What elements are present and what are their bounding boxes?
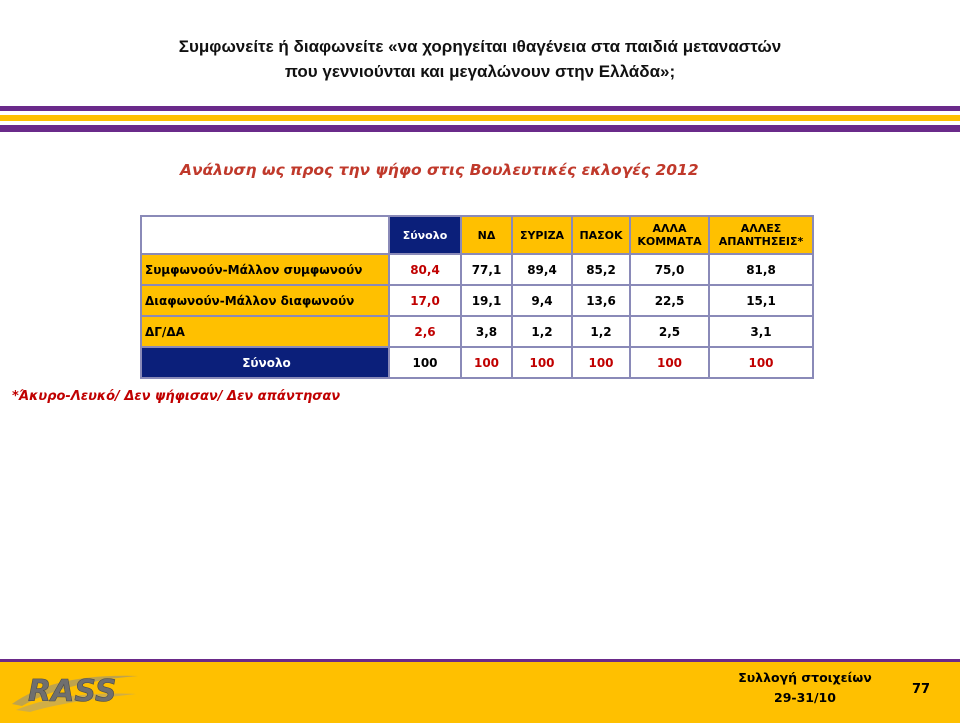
cell-pasok: 100 bbox=[572, 347, 630, 378]
cell-pasok: 13,6 bbox=[572, 285, 630, 316]
cell-other-answers: 3,1 bbox=[709, 316, 813, 347]
footer-bar bbox=[0, 659, 960, 723]
cell-total: 2,6 bbox=[389, 316, 461, 347]
rass-logo-icon bbox=[10, 666, 140, 712]
cell-nd: 100 bbox=[461, 347, 512, 378]
cell-pasok: 1,2 bbox=[572, 316, 630, 347]
header-stripes bbox=[0, 106, 960, 132]
page-number: 77 bbox=[912, 682, 931, 697]
header-other-answers: ΑΛΛΕΣ ΑΠΑΝΤΗΣΕΙΣ* bbox=[709, 216, 813, 254]
row-label: ΔΓ/ΔΑ bbox=[141, 316, 389, 347]
header-nd: ΝΔ bbox=[461, 216, 512, 254]
title-line-2: που γεννιούνται και μεγαλώνουν στην Ελλάδα»; bbox=[284, 62, 676, 81]
cell-total: 80,4 bbox=[389, 254, 461, 285]
cell-syriza: 100 bbox=[512, 347, 572, 378]
table-row bbox=[141, 285, 813, 316]
table-total-row bbox=[141, 347, 813, 378]
table-row bbox=[141, 254, 813, 285]
cell-syriza: 1,2 bbox=[512, 316, 572, 347]
collection-label: Συλλογή στοιχείων bbox=[738, 670, 872, 685]
header-pasok: ΠΑΣΟΚ bbox=[572, 216, 630, 254]
collection-info bbox=[730, 668, 880, 708]
row-label: Συμφωνούν-Μάλλον συμφωνούν bbox=[141, 254, 389, 285]
cell-other-parties: 2,5 bbox=[630, 316, 709, 347]
table-header-row bbox=[141, 216, 813, 254]
cell-total: 17,0 bbox=[389, 285, 461, 316]
cell-other-answers: 100 bbox=[709, 347, 813, 378]
total-row-label: Σύνολο bbox=[141, 347, 389, 378]
cell-other-answers: 15,1 bbox=[709, 285, 813, 316]
cell-nd: 19,1 bbox=[461, 285, 512, 316]
cell-nd: 3,8 bbox=[461, 316, 512, 347]
footnote: *Άκυρο-Λευκό/ Δεν ψήφισαν/ Δεν απάντησαν bbox=[12, 389, 341, 404]
cell-other-parties: 100 bbox=[630, 347, 709, 378]
cell-nd: 77,1 bbox=[461, 254, 512, 285]
header-blank-cell bbox=[141, 216, 389, 254]
cell-other-parties: 75,0 bbox=[630, 254, 709, 285]
cell-syriza: 89,4 bbox=[512, 254, 572, 285]
results-table bbox=[140, 215, 814, 379]
collection-dates: 29-31/10 bbox=[774, 690, 836, 705]
title-line-1: Συμφωνείτε ή διαφωνείτε «να χορηγείται ιθαγένεια στα παιδιά μεταναστών bbox=[178, 37, 782, 56]
header-total: Σύνολο bbox=[389, 216, 461, 254]
table-row bbox=[141, 316, 813, 347]
analysis-subtitle: Ανάλυση ως προς την ψήφο στις Βουλευτικές εκλογές 2012 bbox=[180, 161, 699, 179]
row-label: Διαφωνούν-Μάλλον διαφωνούν bbox=[141, 285, 389, 316]
page-title bbox=[120, 34, 840, 84]
cell-other-answers: 81,8 bbox=[709, 254, 813, 285]
cell-other-parties: 22,5 bbox=[630, 285, 709, 316]
header-other-parties: ΑΛΛΑ ΚΟΜΜΑΤΑ bbox=[630, 216, 709, 254]
cell-total: 100 bbox=[389, 347, 461, 378]
cell-syriza: 9,4 bbox=[512, 285, 572, 316]
logo-text: RASS bbox=[28, 674, 117, 709]
header-syriza: ΣΥΡΙΖΑ bbox=[512, 216, 572, 254]
cell-pasok: 85,2 bbox=[572, 254, 630, 285]
